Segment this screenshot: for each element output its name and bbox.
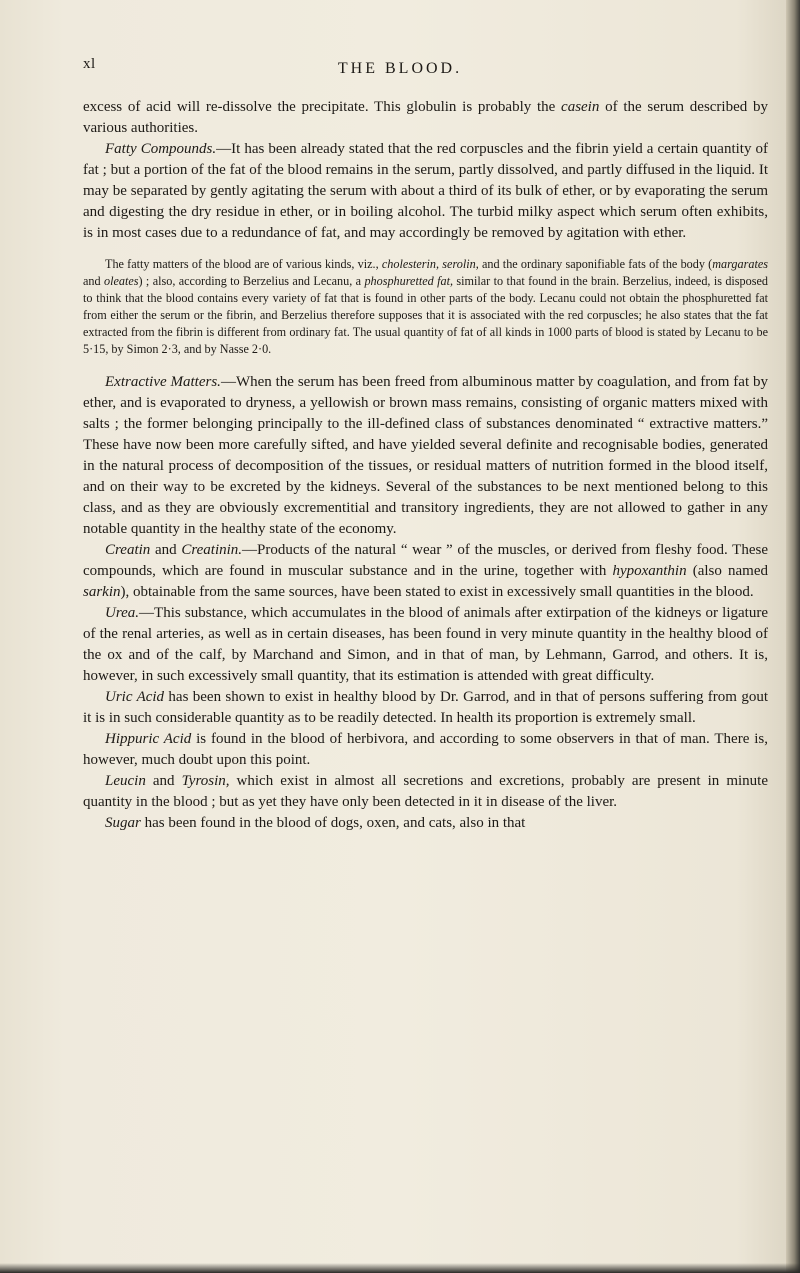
paragraph-text: which exist in almost all secretions and excretions, probably are present in minute quantity in the blood ; but as yet they have only been detected in it in disease of the liver. [83,773,768,810]
paragraph-uric-acid [83,687,768,729]
paragraph-text: —It has been already stated that the red corpuscles and the fibrin yield a certain quantity of fat ; but a portion of the fat of the blood remains in the serum, partly dissolved, and partly diffused in the liquid. It may be separated by gently agitating the serum with about a third of its bulk of ether, or by evaporating the serum and digesting the dry residue in ether, or in boiling alcohol. The turbid milky aspect which serum often exhibits, is in most cases due to a redundance of fat, and may accordingly be removed by agitation with ether. [83,141,768,241]
paragraph-fatty-compounds [83,139,768,244]
section-heading: Urea. [105,605,140,621]
paragraph-globulin [83,97,768,139]
paragraph-leucin [83,771,768,813]
paragraph-text: has been found in the blood of dogs, oxen, and cats, also in that [140,815,526,831]
section-heading: Hippuric Acid [105,731,192,747]
section-heading: Uric Acid [105,689,165,705]
paragraph-hippuric-acid [83,729,768,771]
section-heading: Tyrosin, [181,773,230,789]
paragraph-extractive-matters [83,372,768,540]
paragraph-urea [83,603,768,687]
section-heading: Creatin [105,542,151,558]
italic-term: hypoxanthin [612,563,687,579]
paragraph-text: is found in the blood of herbivora, and according to some observers in that of man. There is, however, much doubt upon this point. [83,731,768,768]
footnote-fatty-matters [83,256,768,358]
section-heading: Leucin [105,773,146,789]
italic-term: casein [561,99,600,115]
page-bottom-shadow [0,1263,800,1273]
note-text: similar to that found in the brain. Berzelius, indeed, is disposed to think that the blood contains every variety of fat that is found in other parts of the body. Lecanu could not obtain the phosphuretted fat from either the serum or the fibrin, and Berzelius therefore supposes that it is associated with the red corpuscles; he also states that the fat extracted from the fibrin is different from ordinary fat. The usual quantity of fat of all kinds in 1000 parts of blood is stated by Lecanu to be 5·15, by Simon 2·3, and by Nasse 2·0. [83,274,768,356]
page-body [83,97,768,834]
paragraph-text: —This substance, which accumulates in the blood of animals after extirpation of the kidneys or ligature of the renal arteries, as well as in certain diseases, has been found in very minute quantity in the healthy blood of the ox and of the calf, by Marchand and Simon, and in that of man, by Lehmann, Garrod, and others. It is, however, in such excessively small quantity, that its estimation is attended with great difficulty. [83,605,768,684]
section-heading: Creatinin. [181,542,243,558]
italic-term: margarates [712,257,768,271]
paragraph-text: excess of acid will re-dissolve the precipitate. This globulin is probably the [83,99,562,115]
italic-term: phosphuretted fat, [364,274,454,288]
paragraph-text: has been shown to exist in healthy blood by Dr. Garrod, and in that of persons suffering from gout it is in such considerable quantity as to be readily detected. In health its proportion is extremely small. [83,689,768,726]
section-heading: Extractive Matters. [105,374,221,390]
italic-term: sarkin [83,584,121,600]
paragraph-creatin [83,540,768,603]
paragraph-text: —Products of the natural “ wear ” of the muscles, or derived from fleshy food. These compounds, which are found in muscular substance and in the urine, together with [83,542,768,579]
page-number: xl [83,56,96,72]
running-head: THE BLOOD. [337,60,463,77]
paragraph-text: of the serum described by various authorities. [83,99,768,136]
note-text: ) ; also, according to Berzelius and Lecanu, a [138,274,365,288]
paragraph-text: —When the serum has been freed from albuminous matter by coagulation, and from fat by ether, and is evaporated to dryness, a yellowish or brown mass remains, consisting of organic matters mixed with salts ; the former belonging principally to the ill-defined class of substances denominated “ extractive matters.” These have now been more carefully sifted, and have yielded several definite and recognisable bodies, generated in the natural process of decomposition of the tissues, or residual matters of nutrition formed in the blood itself, and on their way to be excreted by the kidneys. Several of the substances to be next mentioned belong to this class, and as they are obviously excrementitial and transitory ingredients, they are not allowed to gather in any notable quantity in the healthy state of the economy. [83,374,769,537]
section-heading: Fatty Compounds. [105,141,217,157]
section-heading: Sugar [105,815,141,831]
italic-term: cholesterin, serolin, [381,257,479,271]
italic-term: oleates [103,274,139,288]
note-text: and the ordinary saponifiable fats of the body ( [478,257,713,271]
paragraph-text: and [150,542,182,558]
paragraph-text: ), obtainable from the same sources, have been stated to exist in excessively small quantities in the blood. [120,584,754,600]
note-text: and [83,274,104,288]
paragraph-text: and [145,773,182,789]
paragraph-sugar [83,813,768,834]
page-binding-edge [786,0,800,1273]
paragraph-text: (also named [686,563,768,579]
note-text: The fatty matters of the blood are of various kinds, viz., [105,257,382,271]
